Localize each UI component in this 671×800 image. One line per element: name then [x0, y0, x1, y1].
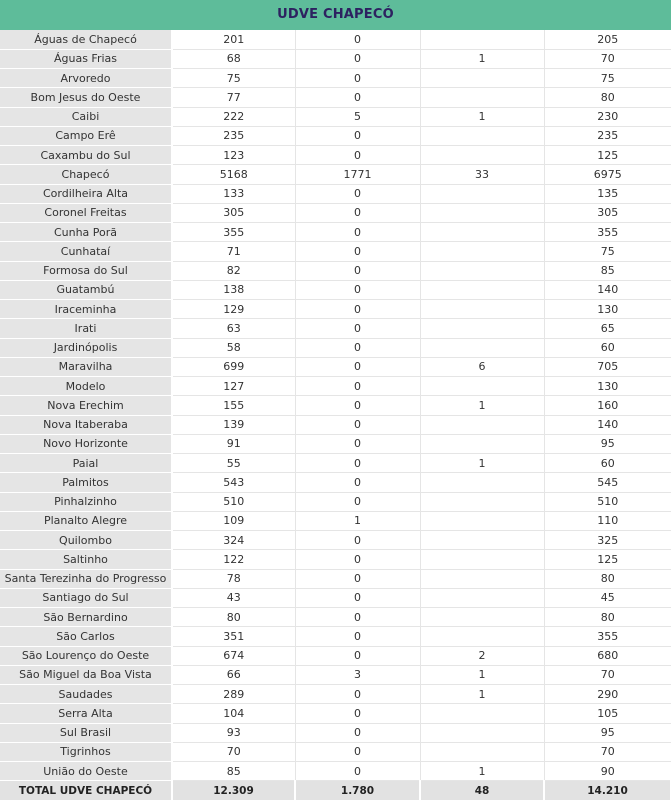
value-cell-col2: 0 — [295, 184, 420, 203]
table-row — [0, 646, 671, 665]
total-c3: 48 — [420, 781, 544, 800]
table-row — [0, 377, 671, 396]
value-cell-col2: 0 — [295, 203, 420, 222]
table-row — [0, 165, 671, 184]
value-cell-col1: 123 — [172, 146, 295, 165]
value-cell-col2: 0 — [295, 473, 420, 492]
value-cell-col3: 1 — [420, 454, 544, 473]
value-cell-col1: 351 — [172, 627, 295, 646]
municipality-cell: Irati — [0, 319, 172, 338]
value-cell-col3 — [420, 723, 544, 742]
municipality-table — [0, 30, 671, 800]
value-cell-col4: 160 — [544, 396, 671, 415]
value-cell-col1: 80 — [172, 608, 295, 627]
value-cell-col4: 70 — [544, 49, 671, 68]
value-cell-col4: 305 — [544, 203, 671, 222]
total-c4: 14.210 — [544, 781, 671, 800]
value-cell-col2: 0 — [295, 762, 420, 781]
value-cell-col2: 0 — [295, 223, 420, 242]
value-cell-col3: 6 — [420, 357, 544, 376]
municipality-cell: Caibi — [0, 107, 172, 126]
value-cell-col4: 230 — [544, 107, 671, 126]
municipality-cell: São Miguel da Boa Vista — [0, 665, 172, 684]
municipality-cell: Cunha Porã — [0, 223, 172, 242]
total-c1: 12.309 — [172, 781, 295, 800]
municipality-cell: Planalto Alegre — [0, 511, 172, 530]
value-cell-col1: 58 — [172, 338, 295, 357]
value-cell-col2: 0 — [295, 357, 420, 376]
value-cell-col1: 43 — [172, 588, 295, 607]
value-cell-col2: 0 — [295, 280, 420, 299]
table-row — [0, 608, 671, 627]
value-cell-col1: 5168 — [172, 165, 295, 184]
table-row — [0, 203, 671, 222]
municipality-cell: Cunhataí — [0, 242, 172, 261]
municipality-cell: Santa Terezinha do Progresso — [0, 569, 172, 588]
value-cell-col2: 0 — [295, 300, 420, 319]
value-cell-col2: 0 — [295, 146, 420, 165]
municipality-cell: Saudades — [0, 685, 172, 704]
value-cell-col3: 1 — [420, 762, 544, 781]
value-cell-col4: 290 — [544, 685, 671, 704]
value-cell-col3: 1 — [420, 665, 544, 684]
value-cell-col1: 510 — [172, 492, 295, 511]
value-cell-col2: 0 — [295, 242, 420, 261]
table-row — [0, 396, 671, 415]
value-cell-col1: 78 — [172, 569, 295, 588]
table-row — [0, 704, 671, 723]
value-cell-col1: 138 — [172, 280, 295, 299]
value-cell-col3: 1 — [420, 49, 544, 68]
municipality-cell: Sul Brasil — [0, 723, 172, 742]
value-cell-col3 — [420, 550, 544, 569]
table-row — [0, 184, 671, 203]
value-cell-col3 — [420, 492, 544, 511]
value-cell-col1: 122 — [172, 550, 295, 569]
value-cell-col1: 93 — [172, 723, 295, 742]
value-cell-col3 — [420, 742, 544, 761]
value-cell-col1: 91 — [172, 434, 295, 453]
value-cell-col3 — [420, 261, 544, 280]
value-cell-col2: 0 — [295, 531, 420, 550]
value-cell-col2: 0 — [295, 338, 420, 357]
value-cell-col2: 0 — [295, 126, 420, 145]
value-cell-col4: 680 — [544, 646, 671, 665]
value-cell-col3: 1 — [420, 685, 544, 704]
municipality-cell: Caxambu do Sul — [0, 146, 172, 165]
value-cell-col2: 0 — [295, 569, 420, 588]
value-cell-col3 — [420, 88, 544, 107]
value-cell-col4: 140 — [544, 415, 671, 434]
value-cell-col2: 0 — [295, 415, 420, 434]
value-cell-col2: 0 — [295, 492, 420, 511]
value-cell-col2: 1 — [295, 511, 420, 530]
value-cell-col3 — [420, 319, 544, 338]
value-cell-col1: 68 — [172, 49, 295, 68]
table-body — [0, 30, 671, 800]
value-cell-col4: 75 — [544, 69, 671, 88]
municipality-cell: Guatambú — [0, 280, 172, 299]
municipality-cell: Bom Jesus do Oeste — [0, 88, 172, 107]
value-cell-col4: 6975 — [544, 165, 671, 184]
table-row — [0, 338, 671, 357]
value-cell-col3: 1 — [420, 396, 544, 415]
value-cell-col1: 201 — [172, 30, 295, 49]
table-row — [0, 742, 671, 761]
table-row — [0, 280, 671, 299]
value-cell-col2: 0 — [295, 588, 420, 607]
municipality-cell: São Carlos — [0, 627, 172, 646]
value-cell-col3: 1 — [420, 107, 544, 126]
municipality-cell: Águas de Chapecó — [0, 30, 172, 49]
value-cell-col2: 0 — [295, 319, 420, 338]
value-cell-col3 — [420, 184, 544, 203]
value-cell-col4: 70 — [544, 665, 671, 684]
value-cell-col1: 139 — [172, 415, 295, 434]
municipality-cell: Nova Itaberaba — [0, 415, 172, 434]
value-cell-col4: 105 — [544, 704, 671, 723]
municipality-cell: Nova Erechim — [0, 396, 172, 415]
value-cell-col2: 5 — [295, 107, 420, 126]
value-cell-col4: 70 — [544, 742, 671, 761]
value-cell-col4: 80 — [544, 88, 671, 107]
value-cell-col1: 155 — [172, 396, 295, 415]
value-cell-col2: 0 — [295, 49, 420, 68]
table-row — [0, 69, 671, 88]
table-row — [0, 126, 671, 145]
value-cell-col3: 33 — [420, 165, 544, 184]
municipality-cell: Chapecó — [0, 165, 172, 184]
value-cell-col1: 66 — [172, 665, 295, 684]
value-cell-col2: 1771 — [295, 165, 420, 184]
value-cell-col4: 95 — [544, 723, 671, 742]
municipality-cell: Palmitos — [0, 473, 172, 492]
value-cell-col2: 0 — [295, 434, 420, 453]
value-cell-col3 — [420, 415, 544, 434]
value-cell-col2: 0 — [295, 742, 420, 761]
value-cell-col3 — [420, 473, 544, 492]
value-cell-col4: 75 — [544, 242, 671, 261]
value-cell-col3 — [420, 146, 544, 165]
value-cell-col2: 0 — [295, 69, 420, 88]
value-cell-col1: 75 — [172, 69, 295, 88]
value-cell-col4: 355 — [544, 223, 671, 242]
municipality-cell: Jardinópolis — [0, 338, 172, 357]
value-cell-col2: 0 — [295, 88, 420, 107]
value-cell-col2: 0 — [295, 261, 420, 280]
table-row — [0, 434, 671, 453]
table-row — [0, 473, 671, 492]
value-cell-col1: 355 — [172, 223, 295, 242]
table-row — [0, 550, 671, 569]
total-c2: 1.780 — [295, 781, 420, 800]
value-cell-col4: 135 — [544, 184, 671, 203]
value-cell-col3 — [420, 531, 544, 550]
value-cell-col2: 0 — [295, 704, 420, 723]
value-cell-col4: 130 — [544, 377, 671, 396]
value-cell-col2: 0 — [295, 454, 420, 473]
table-row — [0, 357, 671, 376]
municipality-cell: Tigrinhos — [0, 742, 172, 761]
table-row — [0, 319, 671, 338]
value-cell-col1: 222 — [172, 107, 295, 126]
table-row — [0, 723, 671, 742]
table-row — [0, 107, 671, 126]
value-cell-col1: 129 — [172, 300, 295, 319]
table-row — [0, 762, 671, 781]
municipality-cell: Formosa do Sul — [0, 261, 172, 280]
table-row — [0, 146, 671, 165]
value-cell-col1: 235 — [172, 126, 295, 145]
municipality-cell: Pinhalzinho — [0, 492, 172, 511]
value-cell-col4: 125 — [544, 550, 671, 569]
municipality-cell: Iraceminha — [0, 300, 172, 319]
municipality-cell: Maravilha — [0, 357, 172, 376]
value-cell-col3 — [420, 300, 544, 319]
value-cell-col1: 674 — [172, 646, 295, 665]
value-cell-col1: 82 — [172, 261, 295, 280]
value-cell-col3 — [420, 223, 544, 242]
municipality-cell: Santiago do Sul — [0, 588, 172, 607]
value-cell-col1: 109 — [172, 511, 295, 530]
value-cell-col2: 0 — [295, 550, 420, 569]
total-label: TOTAL UDVE CHAPECÓ — [0, 781, 172, 800]
value-cell-col4: 545 — [544, 473, 671, 492]
value-cell-col1: 63 — [172, 319, 295, 338]
value-cell-col2: 0 — [295, 30, 420, 49]
municipality-cell: Paial — [0, 454, 172, 473]
value-cell-col1: 324 — [172, 531, 295, 550]
municipality-cell: Águas Frias — [0, 49, 172, 68]
value-cell-col2: 0 — [295, 377, 420, 396]
value-cell-col3 — [420, 569, 544, 588]
value-cell-col4: 140 — [544, 280, 671, 299]
table-row — [0, 685, 671, 704]
table-row — [0, 261, 671, 280]
value-cell-col3 — [420, 30, 544, 49]
value-cell-col2: 0 — [295, 685, 420, 704]
value-cell-col1: 77 — [172, 88, 295, 107]
value-cell-col3 — [420, 242, 544, 261]
value-cell-col2: 0 — [295, 608, 420, 627]
municipality-cell: Quilombo — [0, 531, 172, 550]
value-cell-col3 — [420, 434, 544, 453]
value-cell-col4: 125 — [544, 146, 671, 165]
table-row — [0, 627, 671, 646]
value-cell-col1: 543 — [172, 473, 295, 492]
value-cell-col3 — [420, 280, 544, 299]
value-cell-col4: 90 — [544, 762, 671, 781]
value-cell-col1: 70 — [172, 742, 295, 761]
municipality-cell: União do Oeste — [0, 762, 172, 781]
table-row — [0, 454, 671, 473]
municipality-cell: Novo Horizonte — [0, 434, 172, 453]
value-cell-col1: 55 — [172, 454, 295, 473]
value-cell-col2: 0 — [295, 627, 420, 646]
value-cell-col2: 0 — [295, 396, 420, 415]
value-cell-col4: 205 — [544, 30, 671, 49]
value-cell-col1: 699 — [172, 357, 295, 376]
municipality-cell: São Lourenço do Oeste — [0, 646, 172, 665]
table-title: UDVE CHAPECÓ — [0, 0, 671, 30]
value-cell-col3: 2 — [420, 646, 544, 665]
value-cell-col4: 510 — [544, 492, 671, 511]
value-cell-col1: 127 — [172, 377, 295, 396]
value-cell-col1: 104 — [172, 704, 295, 723]
value-cell-col3 — [420, 69, 544, 88]
value-cell-col4: 110 — [544, 511, 671, 530]
table-row — [0, 300, 671, 319]
value-cell-col3 — [420, 203, 544, 222]
table-row — [0, 492, 671, 511]
value-cell-col3 — [420, 126, 544, 145]
value-cell-col3 — [420, 608, 544, 627]
table-row — [0, 531, 671, 550]
total-row — [0, 781, 671, 800]
value-cell-col4: 85 — [544, 261, 671, 280]
table-row — [0, 88, 671, 107]
value-cell-col1: 133 — [172, 184, 295, 203]
municipality-cell: São Bernardino — [0, 608, 172, 627]
municipality-cell: Campo Erê — [0, 126, 172, 145]
value-cell-col4: 130 — [544, 300, 671, 319]
municipality-cell: Cordilheira Alta — [0, 184, 172, 203]
value-cell-col4: 65 — [544, 319, 671, 338]
value-cell-col4: 705 — [544, 357, 671, 376]
value-cell-col1: 305 — [172, 203, 295, 222]
value-cell-col2: 0 — [295, 646, 420, 665]
table-row — [0, 511, 671, 530]
value-cell-col3 — [420, 338, 544, 357]
value-cell-col1: 85 — [172, 762, 295, 781]
table-row — [0, 665, 671, 684]
value-cell-col4: 235 — [544, 126, 671, 145]
value-cell-col4: 355 — [544, 627, 671, 646]
table-row — [0, 30, 671, 49]
value-cell-col2: 0 — [295, 723, 420, 742]
municipality-cell: Arvoredo — [0, 69, 172, 88]
municipality-cell: Saltinho — [0, 550, 172, 569]
value-cell-col4: 95 — [544, 434, 671, 453]
value-cell-col1: 71 — [172, 242, 295, 261]
value-cell-col3 — [420, 511, 544, 530]
value-cell-col4: 80 — [544, 608, 671, 627]
municipality-cell: Coronel Freitas — [0, 203, 172, 222]
table-row — [0, 242, 671, 261]
value-cell-col4: 325 — [544, 531, 671, 550]
value-cell-col4: 45 — [544, 588, 671, 607]
municipality-cell: Modelo — [0, 377, 172, 396]
municipality-cell: Serra Alta — [0, 704, 172, 723]
table-row — [0, 49, 671, 68]
value-cell-col4: 80 — [544, 569, 671, 588]
value-cell-col4: 60 — [544, 338, 671, 357]
table-row — [0, 569, 671, 588]
table-row — [0, 415, 671, 434]
value-cell-col2: 3 — [295, 665, 420, 684]
value-cell-col4: 60 — [544, 454, 671, 473]
value-cell-col3 — [420, 588, 544, 607]
value-cell-col3 — [420, 627, 544, 646]
value-cell-col1: 289 — [172, 685, 295, 704]
table-row — [0, 223, 671, 242]
value-cell-col3 — [420, 377, 544, 396]
value-cell-col3 — [420, 704, 544, 723]
table-row — [0, 588, 671, 607]
